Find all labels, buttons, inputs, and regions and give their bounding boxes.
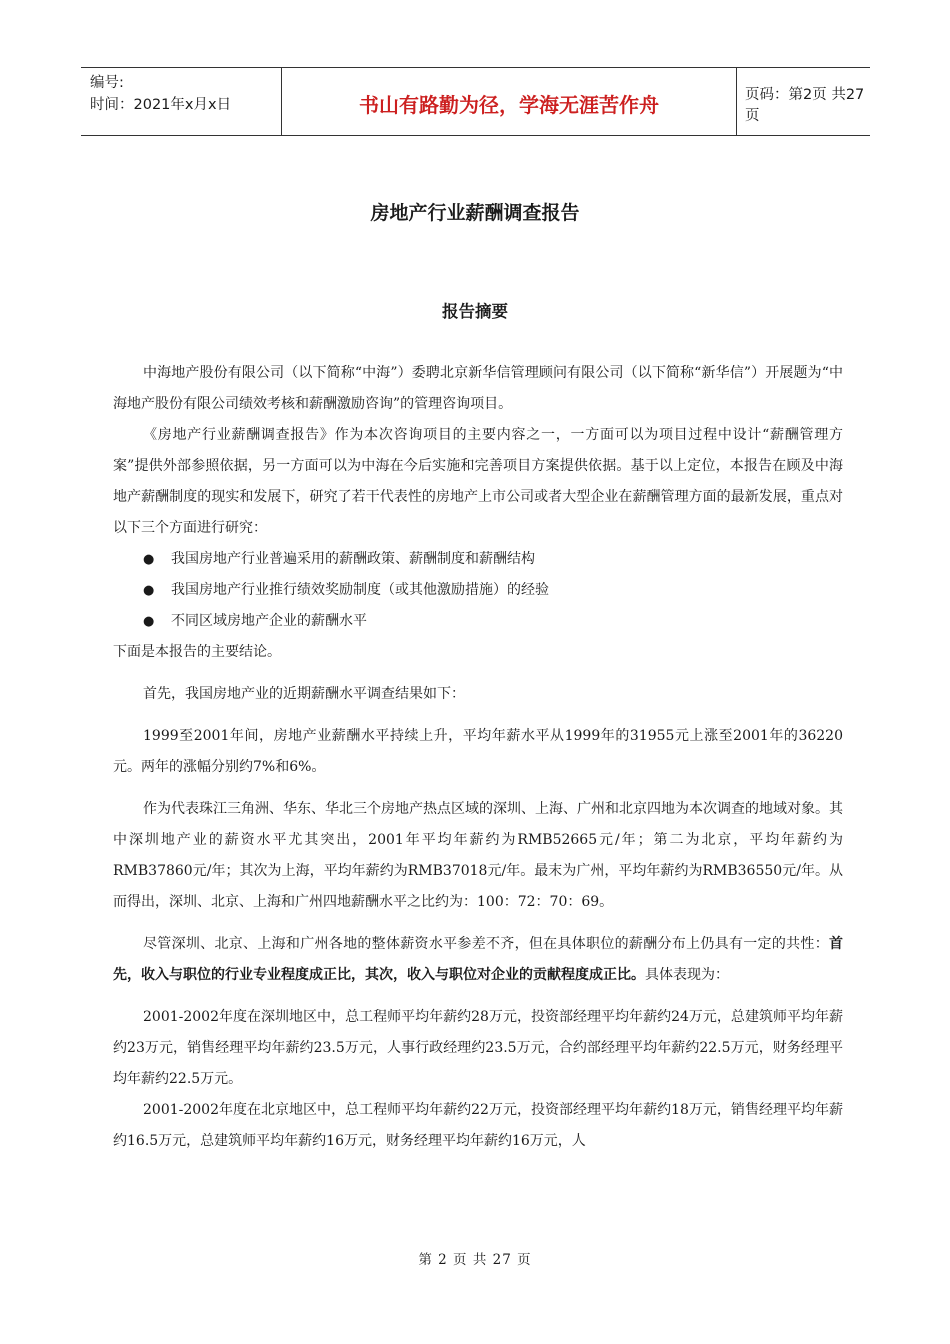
commonality-emphasis: 首先，收入与职位的行业专业程度成正比，其次，收入与职位对企业的贡献程度成正比。 [113,936,843,983]
list-item [113,544,843,575]
paragraph-purpose: 《房地产行业薪酬调查报告》作为本次咨询项目的主要内容之一，一方面可以为项目过程中设计“薪酬管理方案”提供外部参照依据，另一方面可以为中海在今后实施和完善项目方案提供依据。基于以上定位，本报告在顾及中海地产薪酬制度的现实和发展下，研究了若干代表性的房地产上市公司或者大型企业在薪酬管理方面的最新发展，重点对以下三个方面进行研究： [113,427,843,536]
bullet-icon: ● [143,583,155,598]
list-item [113,606,843,637]
header-page-info: 页码：第2页 共27页 [745,86,865,124]
bullet-icon: ● [143,552,155,567]
bullet-icon: ● [143,614,155,629]
list-item [113,575,843,606]
header-motto: 书山有路勤为径，学海无涯苦作舟 [281,68,737,135]
list-item-text: 我国房地产行业普遍采用的薪酬政策、薪酬制度和薪酬结构 [171,551,535,567]
list-item-text: 我国房地产行业推行绩效奖励制度（或其他激励措施）的经验 [171,582,549,598]
page-header [81,67,870,136]
paragraph-trend: 1999至2001年间，房地产业薪酬水平持续上升，平均年薪水平从1999年的31955元上涨至2001年的36220元。两年的涨幅分别约7%和6%。 [113,728,843,775]
document-title: 房地产行业薪酬调查报告 [370,202,580,224]
time-label: 时间：2021年x月x日 [90,97,232,113]
number-label: 编号: [90,75,124,91]
commonality-text: 尽管深圳、北京、上海和广州各地的整体薪资水平参差不齐，但在具体职位的薪酬分布上仍具有一定的共性： [143,936,829,952]
document-body [113,358,843,1157]
paragraph-regions: 作为代表珠江三角洲、华东、华北三个房地产热点区域的深圳、上海、广州和北京四地为本次调查的地域对象。其中深圳地产业的薪资水平尤其突出，2001年平均年薪约为RMB52665元/年；第二为北京，平均年薪约为RMB37860元/年；其次为上海，平均年薪约为RMB37018元/年。最末为广州，平均年薪约为RMB36550元/年。从而得出，深圳、北京、上海和广州四地薪酬水平之比约为：100：72：70：69。 [113,801,843,910]
paragraph-intro: 中海地产股份有限公司（以下简称“中海”）委聘北京新华信管理顾问有限公司（以下简称“新华信”）开展题为“中海地产股份有限公司绩效考核和薪酬激励咨询”的管理咨询项目。 [113,365,843,412]
paragraph-shenzhen: 2001-2002年度在深圳地区中，总工程师平均年薪约28万元，投资部经理平均年薪约24万元，总建筑师平均年薪约23万元，销售经理平均年薪约23.5万元，人事行政经理约23.5万元，合约部经理平均年薪约22.5万元，财务经理平均年薪约22.5万元。 [113,1009,843,1087]
header-meta [81,68,281,135]
page-footer: 第 2 页 共 27 页 [418,1252,532,1268]
paragraph-beijing: 2001-2002年度在北京地区中，总工程师平均年薪约22万元，投资部经理平均年薪约18万元，销售经理平均年薪约16.5万元，总建筑师平均年薪约16万元，财务经理平均年薪约16万元，人 [113,1102,843,1149]
section-title: 报告摘要 [442,302,508,321]
paragraph-commonality [113,929,843,991]
paragraph-first: 首先，我国房地产业的近期薪酬水平调查结果如下： [143,686,465,702]
list-item-text: 不同区域房地产企业的薪酬水平 [171,613,367,629]
paragraph-conclusion-intro: 下面是本报告的主要结论。 [113,644,281,660]
commonality-tail: 具体表现为： [645,967,729,983]
